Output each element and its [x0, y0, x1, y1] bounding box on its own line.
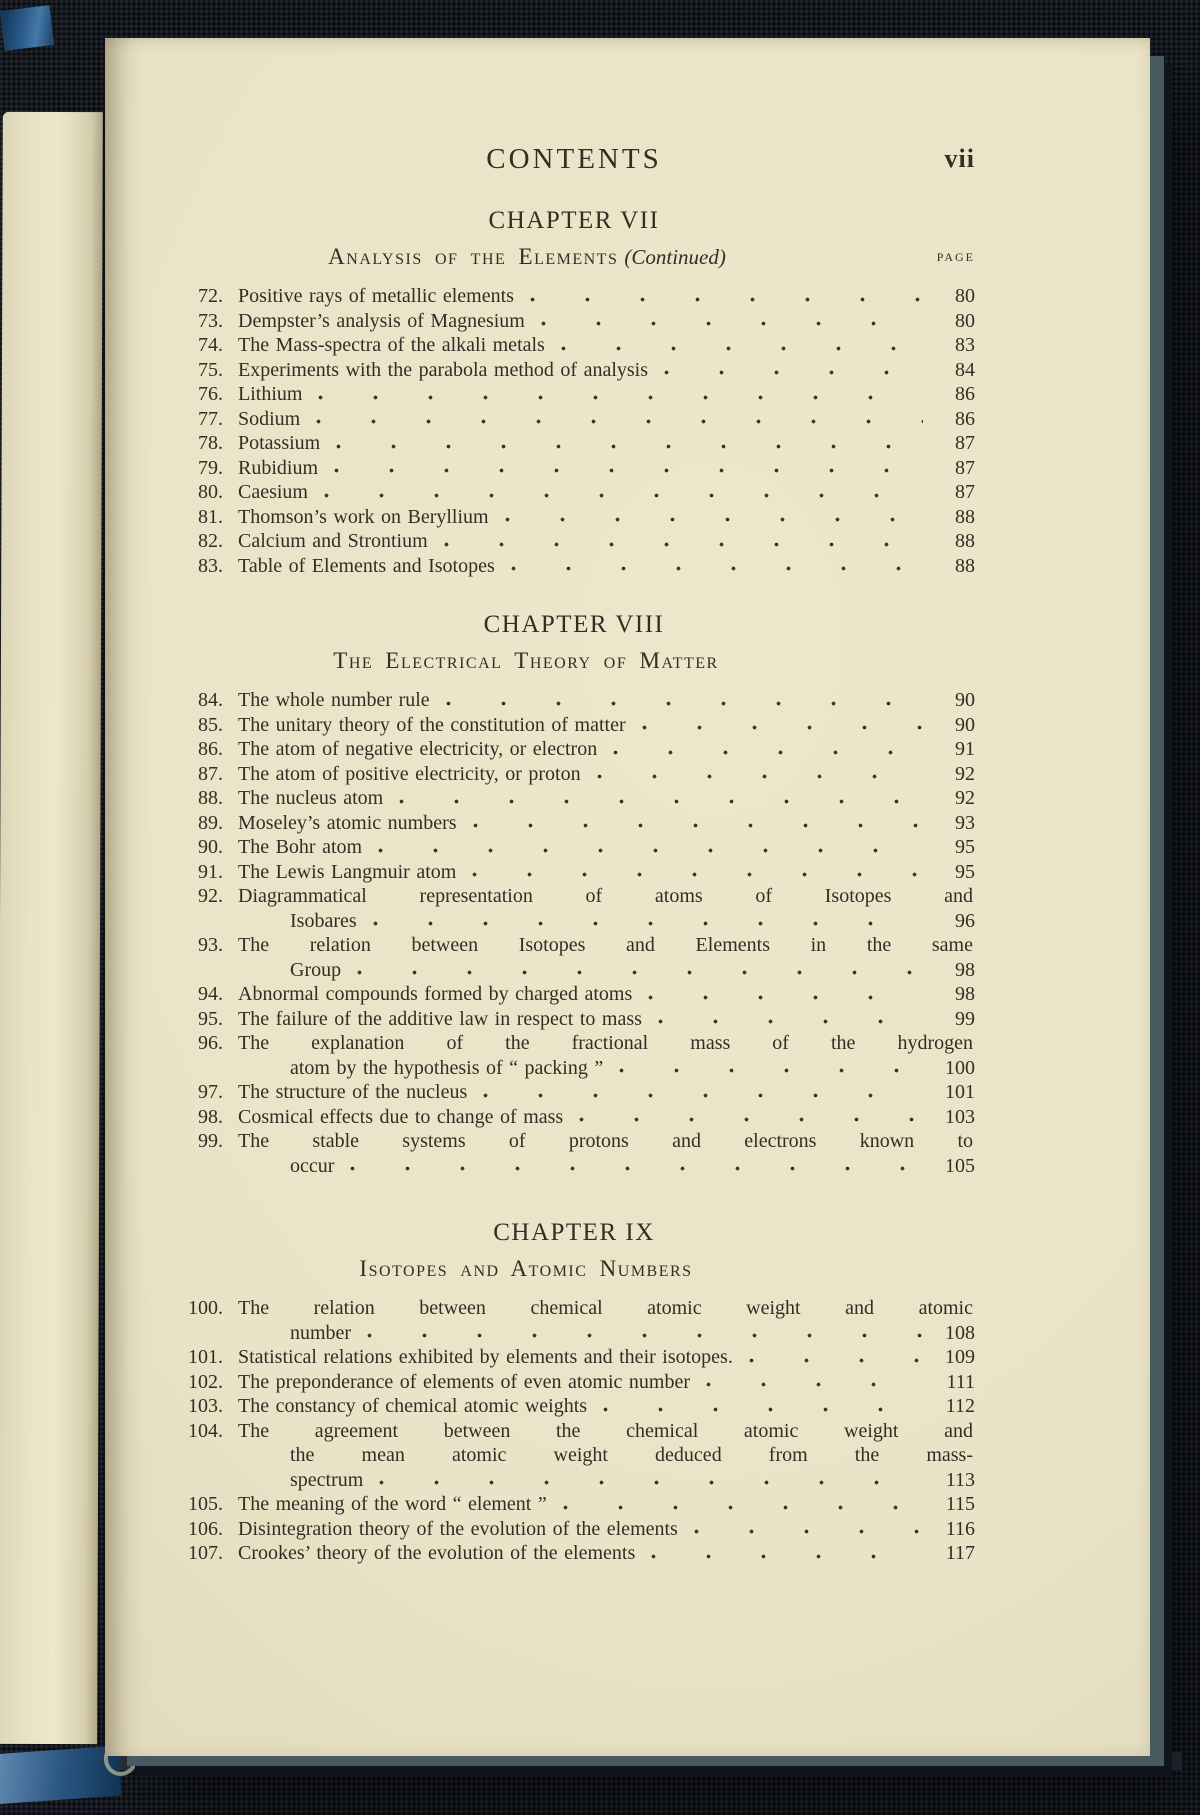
entry-number: 86. — [198, 738, 223, 760]
entry-number: 103. — [188, 1395, 223, 1417]
entry-title: Cosmical effects due to change of mass — [238, 1105, 564, 1128]
entry-page-number: 93 — [955, 811, 975, 834]
dot-leader — [334, 466, 923, 475]
dot-leader — [483, 1091, 923, 1100]
chapter-entries — [137, 1296, 975, 1566]
entry-title: The Bohr atom — [238, 836, 363, 858]
entry-number: 72. — [198, 285, 223, 307]
toc-entry — [137, 860, 975, 885]
page-content — [137, 142, 975, 1566]
entry-title: Abnormal compounds formed by charged atoms — [238, 983, 633, 1005]
entry-title: Sodium — [238, 407, 301, 430]
toc-entry — [137, 811, 975, 836]
entry-number: 89. — [198, 811, 223, 834]
dot-leader — [505, 515, 923, 524]
entry-number: 98. — [198, 1105, 223, 1128]
dot-leader — [318, 393, 923, 402]
entry-title: The structure of the nucleus — [238, 1081, 468, 1103]
entry-number: 80. — [198, 481, 223, 503]
toc-entry-line — [137, 1321, 975, 1346]
entry-number: 91. — [198, 860, 223, 883]
toc-entry-line — [137, 982, 975, 1007]
toc-entry — [137, 1105, 975, 1130]
entry-page-number: 88 — [955, 530, 975, 552]
dot-leader — [561, 344, 923, 353]
toc-entry — [137, 1517, 975, 1542]
entry-title: Statistical relations exhibited by elements and their isotopes. — [238, 1346, 733, 1368]
chapter-entries — [137, 284, 975, 578]
chapter-heading: CHAPTER VII — [488, 207, 660, 234]
entry-title: The Mass-spectra of the alkali metals — [238, 334, 545, 356]
dot-leader — [664, 368, 923, 377]
entry-page-number: 92 — [955, 762, 975, 785]
entry-number: 93. — [198, 934, 223, 956]
entry-page-number: 90 — [955, 713, 975, 736]
entry-page-number: 87 — [955, 456, 975, 479]
toc-entry-line — [137, 713, 975, 738]
toc-entry — [137, 884, 975, 933]
dot-leader — [350, 1164, 923, 1173]
toc-entry-line — [137, 529, 975, 554]
chapter-subtitle: Analysis of the Elements — [328, 244, 619, 269]
entry-page-number: 100 — [945, 1056, 975, 1079]
toc-entry — [137, 1080, 975, 1105]
entry-title: Disintegration theory of the evolution of the elements — [238, 1517, 678, 1540]
entry-number: 77. — [198, 407, 223, 430]
toc-entry-line — [137, 1394, 975, 1419]
entry-number: 101. — [188, 1346, 223, 1368]
entry-title: Dempster’s analysis of Magnesium — [238, 309, 525, 332]
entry-number: 85. — [198, 713, 223, 736]
entry-page-number: 115 — [945, 1493, 975, 1515]
entry-number: 88. — [198, 787, 223, 809]
toc-entry-line — [137, 688, 975, 713]
entry-number: 105. — [188, 1493, 223, 1515]
toc-entry-line — [137, 1056, 975, 1081]
page-column-label: page — [936, 246, 975, 265]
entry-title: Crookes’ theory of the evolution of the elements — [238, 1542, 636, 1564]
entry-number: 97. — [198, 1081, 223, 1103]
entry-title: The relation between Isotopes and Elements in the same — [238, 934, 973, 956]
dot-leader — [379, 1478, 923, 1487]
dot-leader — [619, 1066, 923, 1075]
toc-entry-line — [137, 1492, 975, 1517]
toc-entry-line — [137, 1468, 975, 1493]
book-page — [105, 38, 1150, 1756]
toc-entry — [137, 1419, 975, 1493]
toc-entry — [137, 284, 975, 309]
folio-page-number: vii — [944, 144, 975, 173]
dot-leader — [373, 919, 923, 928]
chapter-subtitle-row — [137, 243, 975, 271]
toc-entry — [137, 1541, 975, 1566]
entry-page-number: 105 — [945, 1154, 975, 1177]
chapter-heading: CHAPTER VIII — [483, 611, 665, 638]
toc-entry — [137, 688, 975, 713]
dot-leader — [446, 699, 923, 708]
entry-page-number: 117 — [945, 1542, 975, 1564]
toc-entry-line — [137, 1370, 975, 1395]
dot-leader — [511, 564, 923, 573]
dot-leader — [648, 993, 923, 1002]
toc-entry-line — [137, 407, 975, 432]
entry-page-number: 98 — [955, 958, 975, 981]
toc-entry-line — [137, 1443, 975, 1468]
entry-number: 76. — [198, 383, 223, 405]
toc-entry — [137, 933, 975, 982]
toc-entry-line — [137, 835, 975, 860]
entry-page-number: 103 — [945, 1105, 975, 1128]
entry-title: occur — [290, 1154, 335, 1177]
toc-entry-line — [137, 933, 975, 958]
dot-leader — [642, 723, 923, 732]
chapter-heading: CHAPTER IX — [493, 1219, 655, 1246]
dot-leader — [336, 442, 923, 451]
toc-entry — [137, 505, 975, 530]
entry-title: Positive rays of metallic elements — [238, 285, 514, 307]
entry-title: Caesium — [238, 481, 308, 503]
entry-page-number: 95 — [955, 836, 975, 858]
toc-entry — [137, 431, 975, 456]
toc-entry-line — [137, 505, 975, 530]
toc-entry-line — [137, 1129, 975, 1154]
dot-leader — [357, 968, 923, 977]
entry-title: Isobares — [290, 909, 357, 932]
entry-number: 99. — [198, 1130, 223, 1152]
toc-entry — [137, 1394, 975, 1419]
entry-number: 79. — [198, 456, 223, 479]
toc-entry-line — [137, 333, 975, 358]
entry-number: 94. — [198, 983, 223, 1005]
entry-page-number: 98 — [955, 983, 975, 1005]
toc-entry-line — [137, 1031, 975, 1056]
entry-page-number: 87 — [955, 432, 975, 454]
entry-number: 106. — [188, 1517, 223, 1540]
toc-entry-line — [137, 762, 975, 787]
entry-number: 84. — [198, 689, 223, 711]
entry-page-number: 108 — [945, 1321, 975, 1344]
toc-entry-line — [137, 431, 975, 456]
toc-entry — [137, 456, 975, 481]
entry-page-number: 96 — [955, 909, 975, 932]
dot-leader — [378, 846, 923, 855]
entry-page-number: 116 — [945, 1517, 975, 1540]
entry-page-number: 83 — [955, 334, 975, 356]
toc-chapter-2 — [137, 610, 975, 1178]
toc-entry-line — [137, 811, 975, 836]
chapter-subtitle-continued: (Continued) — [624, 245, 726, 269]
toc-entry-line — [137, 382, 975, 407]
entry-title: The constancy of chemical atomic weights — [238, 1395, 588, 1417]
toc-entry — [137, 713, 975, 738]
entry-title: The unitary theory of the constitution of matter — [238, 713, 626, 736]
toc-entry-line — [137, 284, 975, 309]
entry-title: The meaning of the word “ element ” — [238, 1493, 547, 1515]
entry-page-number: 86 — [955, 383, 975, 405]
dot-leader — [367, 1331, 923, 1340]
entry-number: 102. — [188, 1370, 223, 1393]
entry-title: Lithium — [238, 383, 303, 405]
dot-leader — [530, 295, 923, 304]
entry-title: the mean atomic weight deduced from the mass- — [290, 1444, 973, 1466]
toc-entry-line — [137, 737, 975, 762]
entry-title: Moseley’s atomic numbers — [238, 811, 457, 834]
entry-number: 75. — [198, 358, 223, 381]
entry-title: spectrum — [290, 1468, 364, 1491]
entry-page-number: 109 — [945, 1346, 975, 1368]
dot-leader — [316, 417, 923, 426]
entry-title: The whole number rule — [238, 689, 430, 711]
toc-entry-line — [137, 358, 975, 383]
entry-page-number: 80 — [955, 285, 975, 307]
toc-entry-line — [137, 958, 975, 983]
entry-page-number: 80 — [955, 309, 975, 332]
toc-entry-line — [137, 1517, 975, 1542]
toc-entry — [137, 309, 975, 334]
entry-number: 81. — [198, 505, 223, 528]
entry-number: 104. — [188, 1419, 223, 1442]
toc-entry-line — [137, 1345, 975, 1370]
toc-entry — [137, 407, 975, 432]
toc-entry-line — [137, 1154, 975, 1179]
entry-title: Calcium and Strontium — [238, 530, 428, 552]
entry-page-number: 90 — [955, 689, 975, 711]
toc-entry-line — [137, 480, 975, 505]
entry-title: The atom of negative electricity, or electron — [238, 738, 598, 760]
entry-number: 83. — [198, 554, 223, 577]
entry-title: Diagrammatical representation of atoms of Isotopes and — [238, 885, 973, 907]
chapter-entries — [137, 688, 975, 1178]
chapter-subtitle-row — [137, 1255, 975, 1283]
entry-title: The Lewis Langmuir atom — [238, 860, 457, 883]
dot-leader — [472, 870, 923, 879]
toc-entry — [137, 1007, 975, 1032]
toc-entry — [137, 480, 975, 505]
toc-entry-line — [137, 554, 975, 579]
toc-entry-line — [137, 1541, 975, 1566]
dot-leader — [563, 1503, 923, 1512]
entry-title: atom by the hypothesis of “ packing ” — [290, 1056, 604, 1079]
toc-entry — [137, 1370, 975, 1395]
toc-entry — [137, 554, 975, 579]
entry-title: Thomson’s work on Beryllium — [238, 505, 489, 528]
entry-title: Experiments with the parabola method of analysis — [238, 358, 649, 381]
entry-number: 78. — [198, 432, 223, 454]
toc-entry — [137, 1129, 975, 1178]
toc-entry — [137, 1296, 975, 1345]
dot-leader — [613, 748, 923, 757]
page-header — [137, 142, 975, 178]
entry-page-number: 101 — [945, 1081, 975, 1103]
toc-entry-line — [137, 1080, 975, 1105]
toc-entry — [137, 358, 975, 383]
entry-number: 96. — [198, 1032, 223, 1054]
dot-leader — [444, 540, 923, 549]
toc-entry-line — [137, 1296, 975, 1321]
dot-leader — [694, 1527, 923, 1536]
entry-number: 100. — [188, 1297, 223, 1319]
table-of-contents — [137, 206, 975, 1566]
entry-title: The agreement between the chemical atomic weight and — [238, 1419, 973, 1442]
entry-page-number: 86 — [955, 407, 975, 430]
entry-page-number: 92 — [955, 787, 975, 809]
toc-entry — [137, 529, 975, 554]
entry-number: 92. — [198, 885, 223, 907]
entry-title: The stable systems of protons and electrons known to — [238, 1130, 973, 1152]
toc-entry-line — [137, 456, 975, 481]
toc-entry — [137, 1031, 975, 1080]
entry-page-number: 88 — [955, 554, 975, 577]
entry-title: The explanation of the fractional mass of the hydrogen — [238, 1032, 973, 1054]
dot-leader — [651, 1552, 923, 1561]
entry-page-number: 88 — [955, 505, 975, 528]
toc-entry-line — [137, 884, 975, 909]
dot-leader — [658, 1017, 923, 1026]
entry-page-number: 95 — [955, 860, 975, 883]
toc-entry — [137, 1492, 975, 1517]
entry-page-number: 99 — [955, 1007, 975, 1030]
dot-leader — [579, 1115, 923, 1124]
toc-chapter-1 — [137, 206, 975, 578]
toc-chapter-3 — [137, 1218, 975, 1566]
chapter-subtitle: The Electrical Theory of Matter — [333, 648, 719, 673]
toc-entry-line — [137, 786, 975, 811]
dot-leader — [706, 1380, 923, 1389]
entry-number: 82. — [198, 530, 223, 552]
toc-entry-line — [137, 1007, 975, 1032]
toc-entry — [137, 835, 975, 860]
entry-page-number: 84 — [955, 358, 975, 381]
entry-number: 90. — [198, 836, 223, 858]
entry-title: The nucleus atom — [238, 787, 384, 809]
dot-leader — [749, 1356, 923, 1365]
chapter-subtitle: Isotopes and Atomic Numbers — [359, 1256, 693, 1281]
dot-leader — [603, 1405, 923, 1414]
toc-entry — [137, 382, 975, 407]
toc-entry — [137, 737, 975, 762]
toc-entry-line — [137, 909, 975, 934]
entry-title: number — [290, 1321, 352, 1344]
toc-entry-line — [137, 1105, 975, 1130]
entry-page-number: 111 — [946, 1370, 975, 1393]
toc-entry-line — [137, 1419, 975, 1444]
toc-entry — [137, 1345, 975, 1370]
dot-leader — [597, 772, 923, 781]
entry-number: 87. — [198, 762, 223, 785]
entry-number: 73. — [198, 309, 223, 332]
entry-number: 74. — [198, 334, 223, 356]
toc-entry-line — [137, 309, 975, 334]
toc-entry — [137, 333, 975, 358]
entry-page-number: 91 — [955, 738, 975, 760]
toc-entry — [137, 982, 975, 1007]
entry-title: The failure of the additive law in respect to mass — [238, 1007, 642, 1030]
toc-entry — [137, 786, 975, 811]
dot-leader — [541, 319, 923, 328]
ribbon-bookmark — [0, 5, 54, 51]
entry-number: 95. — [198, 1007, 223, 1030]
entry-title: The preponderance of elements of even atomic number — [238, 1370, 690, 1393]
dot-leader — [324, 491, 923, 500]
entry-number: 107. — [188, 1542, 223, 1564]
dot-leader — [473, 821, 923, 830]
page-title: CONTENTS — [486, 143, 662, 175]
entry-page-number: 112 — [945, 1395, 975, 1417]
left-pages-edge — [0, 112, 103, 1744]
entry-page-number: 113 — [945, 1468, 975, 1491]
entry-page-number: 87 — [955, 481, 975, 503]
chapter-subtitle-row — [137, 647, 975, 675]
entry-title: The relation between chemical atomic weight and atomic — [238, 1297, 973, 1319]
entry-title: Potassium — [238, 432, 321, 454]
entry-title: The atom of positive electricity, or proton — [238, 762, 581, 785]
entry-title: Rubidium — [238, 456, 319, 479]
entry-title: Table of Elements and Isotopes — [238, 554, 495, 577]
toc-entry-line — [137, 860, 975, 885]
dot-leader — [399, 797, 923, 806]
entry-title: Group — [290, 958, 342, 981]
toc-entry — [137, 762, 975, 787]
